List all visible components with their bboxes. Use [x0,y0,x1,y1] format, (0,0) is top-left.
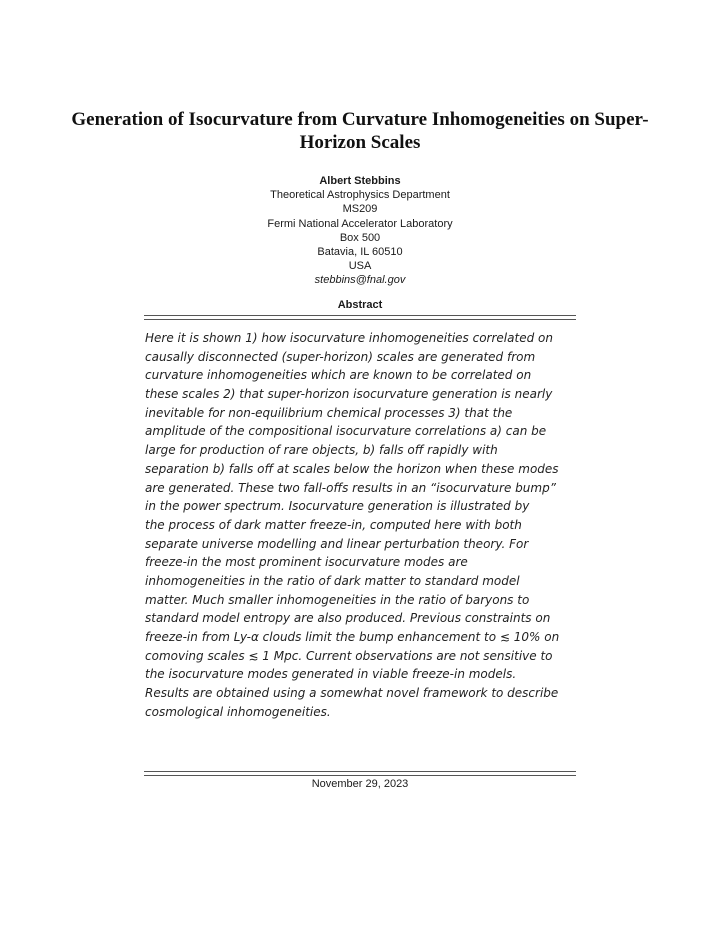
affiliation-line: Fermi National Accelerator Laboratory [267,217,453,230]
paper-date: November 29, 2023 [311,778,409,790]
abstract-line: inevitable for non-equilibrium chemical processes 3) that the [145,405,513,420]
abstract-line: in the power spectrum. Isocurvature generation is illustrated by [145,499,530,514]
abstract-top-rule [144,315,576,316]
abstract-bottom-rule [144,771,576,772]
affiliation-line: Batavia, IL 60510 [317,246,403,259]
author-name: Albert Stebbins [319,175,401,187]
abstract-line: comoving scales ≲ 1 Mpc. Current observations are not sensitive to [145,648,553,663]
abstract-line: are generated. These two fall-offs results in an “isocurvature bump” [145,480,556,495]
abstract-line: cosmological inhomogeneities. [145,704,331,719]
abstract-line: these scales 2) that super-horizon isocurvature generation is nearly [145,387,553,402]
author-block [160,174,560,288]
abstract-line: the process of dark matter freeze-in, computed here with both [145,517,522,532]
affiliation-line: Box 500 [339,231,381,244]
abstract-line: the isocurvature modes generated in viable freeze-in models. [145,667,517,682]
paper-title: Generation of Isocurvature from Curvature Inhomogeneities on Super-Horizon Scales [71,109,649,153]
abstract-line: causally disconnected (super-horizon) scales are generated from [145,349,536,364]
abstract-line: curvature inhomogeneities which are known to be correlated on [145,368,532,383]
abstract-top-rule-inner [144,319,576,320]
affiliation-line: USA [348,260,372,273]
abstract-line: amplitude of the compositional isocurvature correlations a) can be [145,424,547,439]
abstract-line: large for production of rare objects, b) falls off rapidly with [145,443,498,458]
abstract-line: freeze-in the most prominent isocurvature modes are [145,555,468,570]
abstract-line: Here it is shown 1) how isocurvature inhomogeneities correlated on [145,331,553,345]
affiliation-line: Theoretical Astrophysics Department [270,189,450,202]
affiliation-line: MS209 [342,203,378,216]
abstract-line: standard model entropy are also produced. Previous constraints on [145,611,551,626]
abstract-heading: Abstract [337,299,383,311]
author-email: stebbins@fnal.gov [314,274,406,287]
abstract-body [145,329,576,721]
abstract-line: separation b) falls off at scales below the horizon when these modes [145,461,559,476]
abstract-line: Results are obtained using a somewhat novel framework to describe [145,686,559,701]
abstract-bottom-rule-inner [144,775,576,776]
abstract-line: separate universe modelling and linear perturbation theory. For [145,536,529,551]
abstract-line: matter. Much smaller inhomogeneities in the ratio of baryons to [145,592,530,607]
abstract-line: inhomogeneities in the ratio of dark matter to standard model [145,573,520,588]
abstract-line: freeze-in from Ly-α clouds limit the bump enhancement to ≲ 10% on [145,630,560,644]
